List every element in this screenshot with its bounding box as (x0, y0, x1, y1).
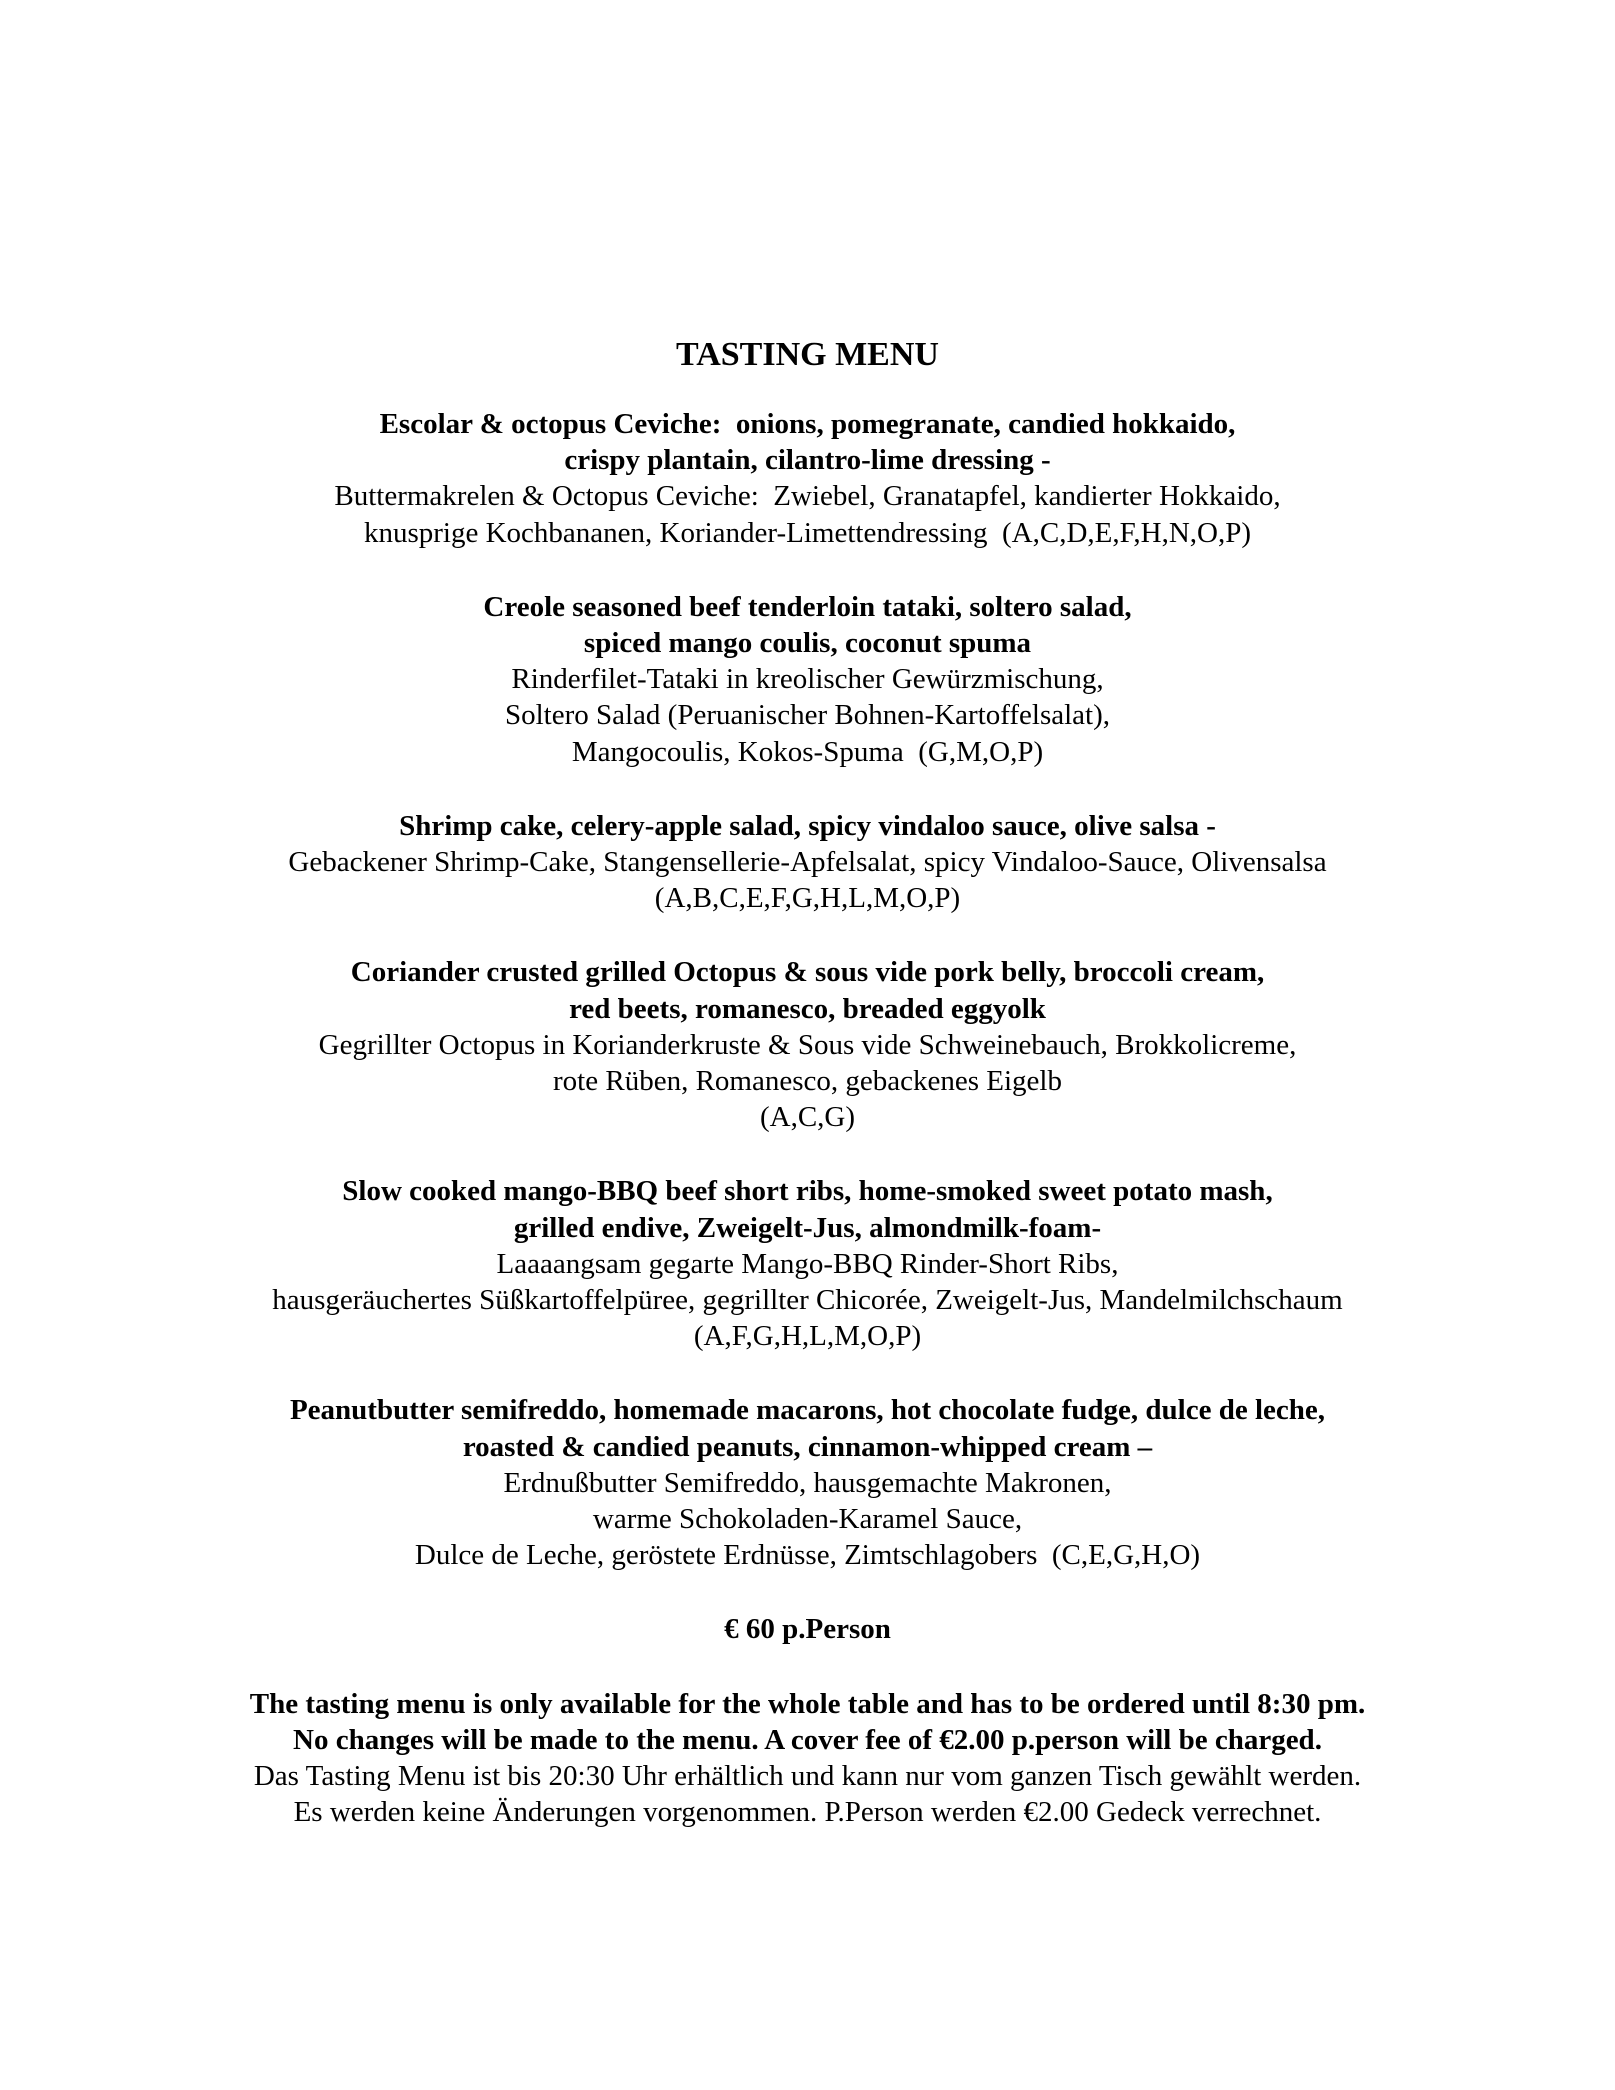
course-english-line: Shrimp cake, celery-apple salad, spicy vindaloo sauce, olive salsa - (399, 809, 1216, 842)
menu-title: TASTING MENU (676, 336, 939, 373)
course-beef-tataki (0, 589, 1615, 770)
course-english-line: Creole seasoned beef tenderloin tataki, soltero salad, (483, 590, 1132, 623)
course-german-line: Erdnußbutter Semifreddo, hausgemachte Makronen, (503, 1466, 1112, 1499)
course-shrimp-cake (0, 808, 1615, 917)
course-german-line: Gebackener Shrimp-Cake, Stangensellerie-Apfelsalat, spicy Vindaloo-Sauce, Olivensalsa (288, 846, 1327, 879)
course-ceviche (0, 406, 1615, 551)
course-english-line: Coriander crusted grilled Octopus & sous vide pork belly, broccoli cream, (350, 956, 1265, 989)
course-english-line: red beets, romanesco, breaded eggyolk (569, 992, 1046, 1025)
course-english-line: grilled endive, Zweigelt-Jus, almondmilk-foam- (513, 1211, 1102, 1244)
course-octopus-pork-belly (0, 954, 1615, 1135)
course-german-line: warme Schokoladen-Karamel Sauce, (592, 1503, 1023, 1536)
course-english-line: Slow cooked mango-BBQ beef short ribs, home-smoked sweet potato mash, (342, 1175, 1273, 1208)
course-german-line: (A,F,G,H,L,M,O,P) (693, 1320, 922, 1353)
menu-notes (0, 1686, 1615, 1831)
course-english-line: spiced mango coulis, coconut spuma (583, 627, 1032, 660)
course-german-line: Mangocoulis, Kokos-Spuma (G,M,O,P) (571, 735, 1044, 768)
course-semifreddo (0, 1392, 1615, 1573)
note-english-line: The tasting menu is only available for the whole table and has to be ordered until 8:30 pm. (249, 1687, 1366, 1720)
course-english-line: roasted & candied peanuts, cinnamon-whipped cream – (462, 1430, 1153, 1463)
course-german-line: Dulce de Leche, geröstete Erdnüsse, Zimtschlagobers (C,E,G,H,O) (414, 1539, 1201, 1572)
course-short-ribs (0, 1173, 1615, 1354)
course-german-line: (A,B,C,E,F,G,H,L,M,O,P) (654, 882, 961, 915)
note-german-line: Es werden keine Änderungen vorgenommen. P.Person werden €2.00 Gedeck verrechnet. (293, 1796, 1322, 1829)
course-german-line: Gegrillter Octopus in Korianderkruste & Sous vide Schweinebauch, Brokkolicreme, (318, 1028, 1297, 1061)
course-english-line: crispy plantain, cilantro-lime dressing - (564, 444, 1051, 477)
menu-content (0, 333, 1615, 1831)
course-german-line: Soltero Salad (Peruanischer Bohnen-Kartoffelsalat), (504, 699, 1111, 732)
menu-price: € 60 p.Person (724, 1613, 891, 1646)
course-english-line: Peanutbutter semifreddo, homemade macarons, hot chocolate fudge, dulce de leche, (289, 1394, 1326, 1427)
note-english-line: No changes will be made to the menu. A cover fee of €2.00 p.person will be charged. (293, 1723, 1322, 1756)
course-german-line: Rinderfilet-Tataki in kreolischer Gewürzmischung, (511, 663, 1104, 696)
course-german-line: Buttermakrelen & Octopus Ceviche: Zwiebel, Granatapfel, kandierter Hokkaido, (334, 480, 1281, 513)
course-german-line: hausgeräuchertes Süßkartoffelpüree, gegrillter Chicorée, Zweigelt-Jus, Mandelmilchschaum (272, 1284, 1343, 1317)
course-english-line: Escolar & octopus Ceviche: onions, pomegranate, candied hokkaido, (379, 408, 1236, 440)
note-german-line: Das Tasting Menu ist bis 20:30 Uhr erhältlich und kann nur vom ganzen Tisch gewählt werden. (253, 1760, 1362, 1793)
course-german-line: knusprige Kochbananen, Koriander-Limettendressing (A,C,D,E,F,H,N,O,P) (363, 516, 1252, 549)
course-german-line: rote Rüben, Romanesco, gebackenes Eigelb (553, 1065, 1062, 1098)
course-german-line: Laaaangsam gegarte Mango-BBQ Rinder-Short Ribs, (496, 1247, 1119, 1280)
course-german-line: (A,C,G) (759, 1101, 856, 1134)
